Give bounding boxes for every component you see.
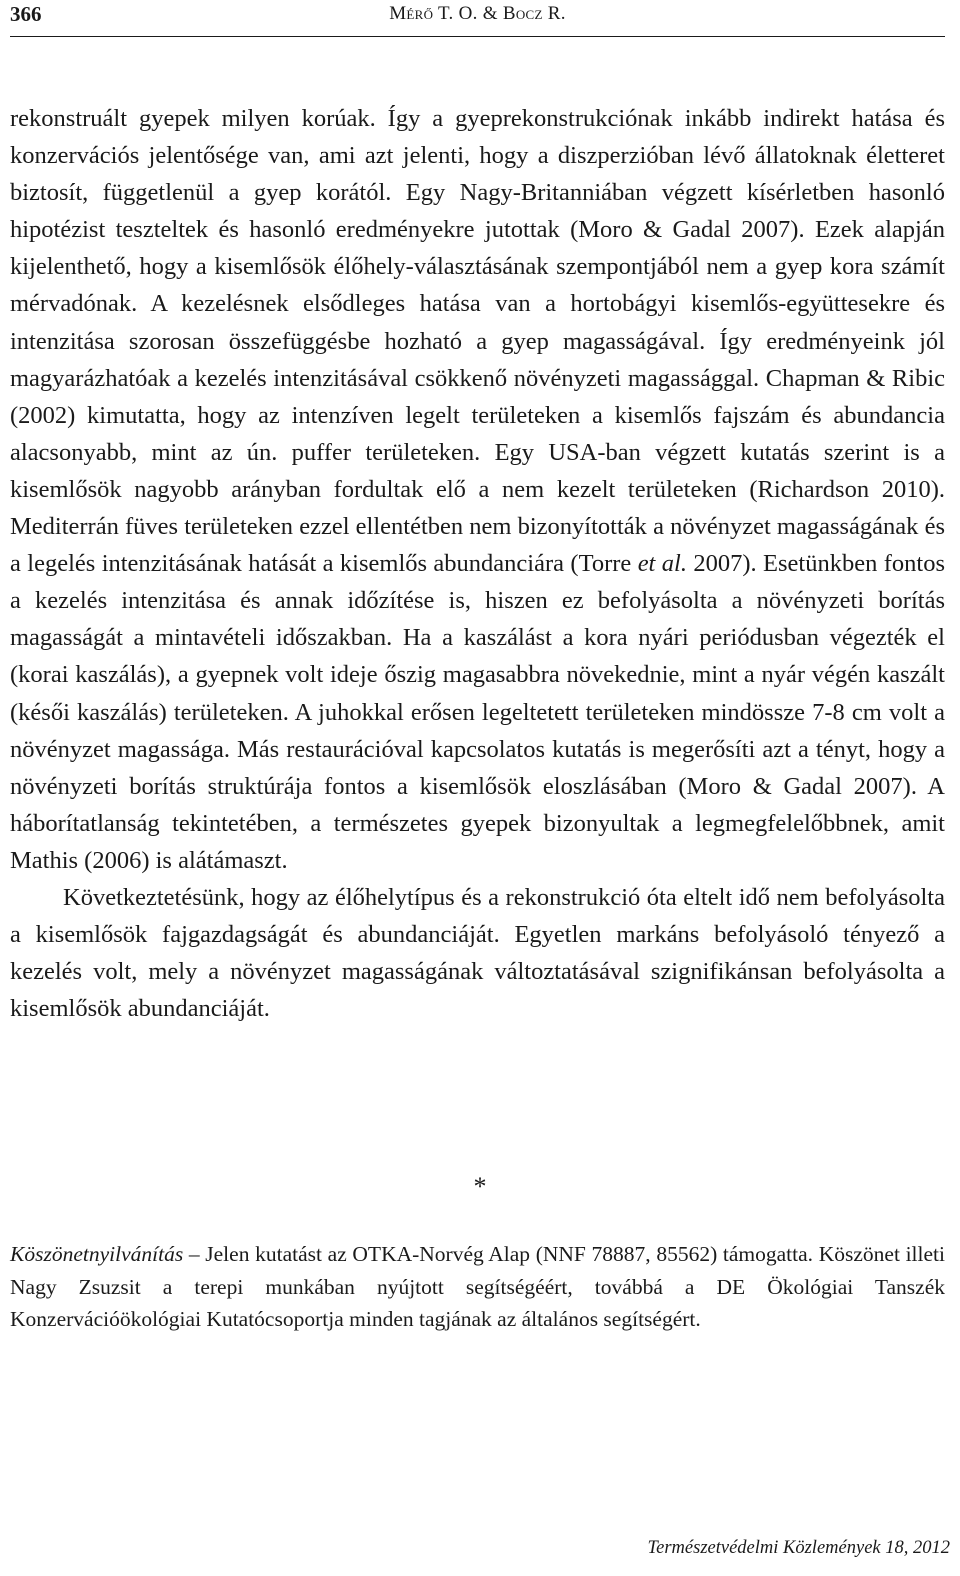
acknowledgement-label: Köszönetnyilvánítás: [10, 1242, 184, 1266]
running-head: Mérő T. O. & Bocz R.: [389, 3, 566, 24]
acknowledgement-text: – Jelen kutatást az OTKA-Norvég Alap (NNF 78887, 85562) támogatta. Köszönet illeti Nagy Zsuzsit a terepi munkában nyújtott segítségéért, továbbá a DE Ökológiai Tanszék Konzervációökológiai Kutatócsoportja minden tagjának az általános segítségért.: [10, 1242, 945, 1331]
page-number: 366: [10, 2, 42, 26]
page-header: [10, 0, 945, 37]
acknowledgement: [10, 1238, 945, 1336]
body-text: [10, 100, 945, 1027]
page-footer: Természetvédelmi Közlemények 18, 2012: [647, 1538, 950, 1558]
paragraph-text: rekonstruált gyepek milyen korúak. Így a gyeprekonstrukciónak inkább indirekt hatása és konzervációs jelentősége van, ami azt jelenti, hogy a diszperzióban lévő állatoknak életteret biztosít, függetlenül a gyep korától. Egy Nagy-Britanniában végzett kísérletben hasonló hipotézist teszteltek és hasonló eredményekre jutottak (Moro & Gadal 2007). Ezek alapján kijelenthető, hogy a kisemlősök élőhely-választásának szempontjából nem a gyep kora számít mérvadónak. A kezelésnek elsődleges hatása van a hortobágyi kisemlős-együttesekre és intenzitása szorosan összefüggésbe hozható a gyep magasságával. Így eredményeink jól magyarázhatóak a kezelés intenzitásával csökkenő növényzeti magassággal. Chapman & Ribic (2002) kimutatta, hogy az intenzíven legelt területeken a kisemlős fajszám és abundancia alacsonyabb, mint az ún. puffer területeken. Egy USA-ban végzett kutatás szerint is a kisemlősök nagyobb arányban fordultak elő a nem kezelt területeken (Richardson 2010). Mediterrán füves területeken ezzel ellentétben nem bizonyították a növényzet magasságának és a legelés intenzitásának hatását a kisemlős abundanciára (Torre: [10, 105, 945, 578]
paragraph: [10, 100, 945, 879]
paragraph: Következtetésünk, hogy az élőhelytípus és a rekonstrukció óta eltelt idő nem befolyásolta a kisemlősök fajgazdagságát és abundanciáját. Egyetlen markáns befolyásoló tényező a kezelés volt, mely a növényzet magasságának változtatásával szignifikánsan befolyásolta a kisemlősök abundanciáját.: [10, 883, 945, 1023]
italic-text: et al.: [637, 550, 687, 578]
section-separator: *: [473, 1172, 487, 1201]
paragraph-text: 2007). Esetünkben fontos a kezelés intenzitása és annak időzítése is, hiszen ez befolyásolta a növényzeti borítás magasságát a mintavételi időszakban. Ha a kaszálást a kora nyári periódusban végezték el (korai kaszálás), a gyepnek volt ideje őszig magasabbra növekednie, mint a nyár végén kaszált (késői kaszálás) területeken. A juhokkal erősen legeltetett területeken mindössze 7-8 cm volt a növényzet magassága. Más restaurációval kapcsolatos kutatás is megerősíti azt a tényt, hogy a növényzeti borítás struktúrája fontos a kisemlősök eloszlásában (Moro & Gadal 2007). A háborítatlanság tekintetében, a természetes gyepek bizonyultak a legmegfelelőbbnek, amit Mathis (2006) is alátámaszt.: [10, 550, 945, 874]
